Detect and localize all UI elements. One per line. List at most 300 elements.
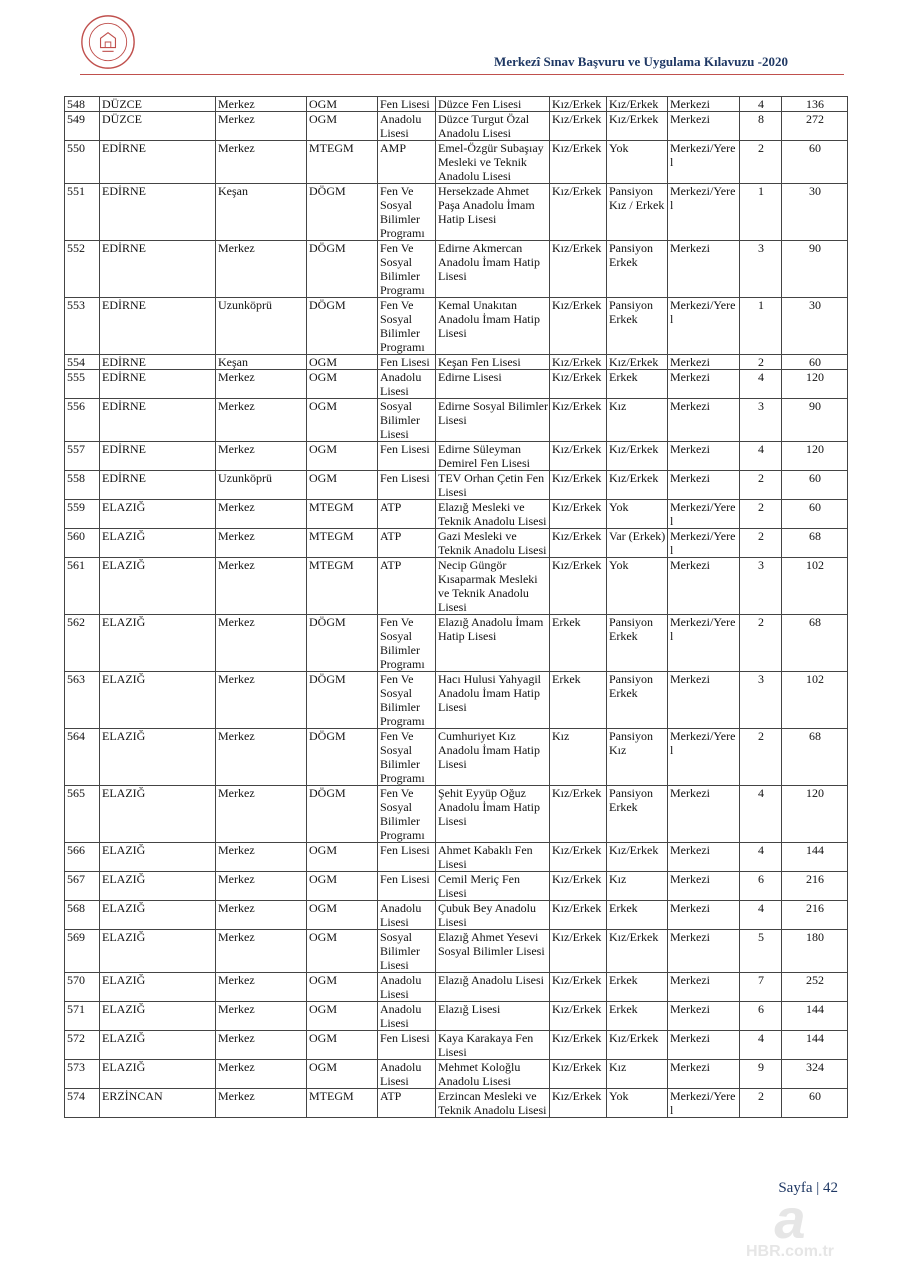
cell-row-number: 555 bbox=[65, 370, 100, 399]
cell-district: Merkez bbox=[216, 442, 307, 471]
cell-row-number: 548 bbox=[65, 97, 100, 112]
cell-school-name: Hersekzade Ahmet Paşa Anadolu İmam Hatip Lisesi bbox=[436, 184, 550, 241]
cell-gender: Kız/Erkek bbox=[550, 442, 607, 471]
cell-quota: 60 bbox=[782, 1089, 848, 1118]
table-row bbox=[65, 1060, 848, 1089]
cell-admission-type: Merkezi/Yerel bbox=[668, 615, 740, 672]
cell-gender: Kız/Erkek bbox=[550, 298, 607, 355]
table-row bbox=[65, 872, 848, 901]
cell-gender: Kız/Erkek bbox=[550, 241, 607, 298]
cell-boarding: Kız/Erkek bbox=[607, 1031, 668, 1060]
cell-district: Merkez bbox=[216, 843, 307, 872]
table-row bbox=[65, 529, 848, 558]
cell-program-type: Anadolu Lisesi bbox=[378, 112, 436, 141]
cell-district: Merkez bbox=[216, 529, 307, 558]
cell-school-name: Edirne Lisesi bbox=[436, 370, 550, 399]
cell-admission-type: Merkezi bbox=[668, 1060, 740, 1089]
cell-province: ELAZIĞ bbox=[100, 558, 216, 615]
cell-row-number: 552 bbox=[65, 241, 100, 298]
cell-boarding: Erkek bbox=[607, 370, 668, 399]
cell-row-number: 573 bbox=[65, 1060, 100, 1089]
cell-boarding: Kız bbox=[607, 872, 668, 901]
table-row bbox=[65, 112, 848, 141]
cell-program-type: ATP bbox=[378, 558, 436, 615]
cell-admission-type: Merkezi bbox=[668, 355, 740, 370]
cell-row-number: 570 bbox=[65, 973, 100, 1002]
cell-unit: MTEGM bbox=[307, 529, 378, 558]
cell-program-type: Fen Lisesi bbox=[378, 97, 436, 112]
cell-program-type: Fen Ve Sosyal Bilimler Programı bbox=[378, 672, 436, 729]
cell-gender: Kız bbox=[550, 729, 607, 786]
cell-gender: Kız/Erkek bbox=[550, 97, 607, 112]
cell-province: ELAZIĞ bbox=[100, 529, 216, 558]
cell-admission-type: Merkezi bbox=[668, 558, 740, 615]
cell-program-type: Fen Ve Sosyal Bilimler Programı bbox=[378, 241, 436, 298]
cell-quota: 136 bbox=[782, 97, 848, 112]
cell-program-type: ATP bbox=[378, 529, 436, 558]
cell-province: ERZİNCAN bbox=[100, 1089, 216, 1118]
cell-boarding: Pansiyon Erkek bbox=[607, 241, 668, 298]
cell-unit: OGM bbox=[307, 471, 378, 500]
header-divider bbox=[80, 74, 844, 75]
cell-unit: DÖGM bbox=[307, 241, 378, 298]
cell-province: ELAZIĞ bbox=[100, 973, 216, 1002]
cell-row-number: 568 bbox=[65, 901, 100, 930]
cell-program-type: Anadolu Lisesi bbox=[378, 973, 436, 1002]
ministry-logo-icon bbox=[80, 14, 136, 70]
table-row bbox=[65, 930, 848, 973]
cell-gender: Kız/Erkek bbox=[550, 786, 607, 843]
cell-admission-type: Merkezi bbox=[668, 672, 740, 729]
cell-district: Merkez bbox=[216, 1031, 307, 1060]
table-row bbox=[65, 97, 848, 112]
cell-district: Merkez bbox=[216, 973, 307, 1002]
cell-row-number: 549 bbox=[65, 112, 100, 141]
cell-unit: DÖGM bbox=[307, 184, 378, 241]
cell-school-name: Erzincan Mesleki ve Teknik Anadolu Lisesi bbox=[436, 1089, 550, 1118]
cell-program-type: Fen Lisesi bbox=[378, 843, 436, 872]
cell-program-type: Fen Ve Sosyal Bilimler Programı bbox=[378, 786, 436, 843]
cell-admission-type: Merkezi/Yerel bbox=[668, 298, 740, 355]
cell-province: ELAZIĞ bbox=[100, 729, 216, 786]
cell-unit: DÖGM bbox=[307, 729, 378, 786]
cell-program-type: ATP bbox=[378, 500, 436, 529]
cell-admission-type: Merkezi bbox=[668, 786, 740, 843]
cell-gender: Kız/Erkek bbox=[550, 370, 607, 399]
cell-quota: 68 bbox=[782, 529, 848, 558]
svg-text:a: a bbox=[774, 1202, 806, 1250]
cell-district: Merkez bbox=[216, 1060, 307, 1089]
cell-quota: 180 bbox=[782, 930, 848, 973]
cell-program-type: Fen Ve Sosyal Bilimler Programı bbox=[378, 729, 436, 786]
cell-row-number: 565 bbox=[65, 786, 100, 843]
cell-program-type: Anadolu Lisesi bbox=[378, 901, 436, 930]
cell-quota: 90 bbox=[782, 399, 848, 442]
cell-row-number: 557 bbox=[65, 442, 100, 471]
cell-boarding: Kız/Erkek bbox=[607, 112, 668, 141]
cell-school-name: Çubuk Bey Anadolu Lisesi bbox=[436, 901, 550, 930]
cell-row-number: 574 bbox=[65, 1089, 100, 1118]
cell-district: Merkez bbox=[216, 615, 307, 672]
cell-province: EDİRNE bbox=[100, 442, 216, 471]
cell-admission-type: Merkezi bbox=[668, 112, 740, 141]
cell-boarding: Yok bbox=[607, 500, 668, 529]
cell-section-count: 2 bbox=[740, 615, 782, 672]
cell-district: Keşan bbox=[216, 355, 307, 370]
cell-unit: OGM bbox=[307, 1031, 378, 1060]
cell-row-number: 572 bbox=[65, 1031, 100, 1060]
cell-quota: 60 bbox=[782, 471, 848, 500]
cell-school-name: Emel-Özgür Subaşıay Mesleki ve Teknik Anadolu Lisesi bbox=[436, 141, 550, 184]
table-row bbox=[65, 399, 848, 442]
cell-province: ELAZIĞ bbox=[100, 500, 216, 529]
cell-unit: OGM bbox=[307, 399, 378, 442]
cell-district: Merkez bbox=[216, 786, 307, 843]
cell-quota: 252 bbox=[782, 973, 848, 1002]
cell-section-count: 2 bbox=[740, 729, 782, 786]
table-row bbox=[65, 1002, 848, 1031]
cell-program-type: Fen Lisesi bbox=[378, 442, 436, 471]
cell-gender: Kız/Erkek bbox=[550, 399, 607, 442]
cell-quota: 102 bbox=[782, 672, 848, 729]
cell-program-type: Anadolu Lisesi bbox=[378, 370, 436, 399]
cell-province: DÜZCE bbox=[100, 97, 216, 112]
page-number: Sayfa | 42 bbox=[778, 1180, 838, 1196]
cell-quota: 216 bbox=[782, 901, 848, 930]
cell-section-count: 2 bbox=[740, 141, 782, 184]
cell-district: Merkez bbox=[216, 141, 307, 184]
cell-school-name: Cemil Meriç Fen Lisesi bbox=[436, 872, 550, 901]
cell-province: EDİRNE bbox=[100, 184, 216, 241]
cell-gender: Kız/Erkek bbox=[550, 558, 607, 615]
cell-section-count: 2 bbox=[740, 355, 782, 370]
cell-section-count: 2 bbox=[740, 471, 782, 500]
cell-school-name: Cumhuriyet Kız Anadolu İmam Hatip Lisesi bbox=[436, 729, 550, 786]
cell-section-count: 7 bbox=[740, 973, 782, 1002]
cell-quota: 60 bbox=[782, 500, 848, 529]
table-row bbox=[65, 355, 848, 370]
cell-province: ELAZIĞ bbox=[100, 843, 216, 872]
cell-section-count: 4 bbox=[740, 786, 782, 843]
cell-province: ELAZIĞ bbox=[100, 786, 216, 843]
cell-unit: DÖGM bbox=[307, 615, 378, 672]
cell-section-count: 6 bbox=[740, 872, 782, 901]
cell-boarding: Kız bbox=[607, 399, 668, 442]
cell-section-count: 1 bbox=[740, 298, 782, 355]
cell-gender: Kız/Erkek bbox=[550, 500, 607, 529]
cell-district: Merkez bbox=[216, 97, 307, 112]
cell-section-count: 4 bbox=[740, 843, 782, 872]
cell-row-number: 566 bbox=[65, 843, 100, 872]
cell-province: EDİRNE bbox=[100, 241, 216, 298]
cell-quota: 144 bbox=[782, 843, 848, 872]
cell-admission-type: Merkezi bbox=[668, 1002, 740, 1031]
hbr-watermark-logo bbox=[698, 1202, 878, 1262]
cell-district: Merkez bbox=[216, 729, 307, 786]
cell-province: EDİRNE bbox=[100, 141, 216, 184]
cell-quota: 60 bbox=[782, 355, 848, 370]
cell-school-name: Şehit Eyyüp Oğuz Anadolu İmam Hatip Lisesi bbox=[436, 786, 550, 843]
cell-row-number: 553 bbox=[65, 298, 100, 355]
cell-section-count: 5 bbox=[740, 930, 782, 973]
cell-section-count: 6 bbox=[740, 1002, 782, 1031]
cell-gender: Erkek bbox=[550, 672, 607, 729]
cell-district: Merkez bbox=[216, 930, 307, 973]
cell-boarding: Pansiyon Kız / Erkek bbox=[607, 184, 668, 241]
cell-province: ELAZIĞ bbox=[100, 901, 216, 930]
cell-district: Merkez bbox=[216, 558, 307, 615]
cell-admission-type: Merkezi/Yerel bbox=[668, 184, 740, 241]
cell-gender: Kız/Erkek bbox=[550, 872, 607, 901]
cell-unit: OGM bbox=[307, 901, 378, 930]
cell-unit: OGM bbox=[307, 370, 378, 399]
cell-row-number: 562 bbox=[65, 615, 100, 672]
table-row bbox=[65, 843, 848, 872]
cell-district: Merkez bbox=[216, 872, 307, 901]
cell-section-count: 2 bbox=[740, 1089, 782, 1118]
cell-program-type: Anadolu Lisesi bbox=[378, 1002, 436, 1031]
cell-district: Merkez bbox=[216, 370, 307, 399]
cell-program-type: Sosyal Bilimler Lisesi bbox=[378, 930, 436, 973]
cell-school-name: Elazığ Ahmet Yesevi Sosyal Bilimler Lisesi bbox=[436, 930, 550, 973]
cell-section-count: 4 bbox=[740, 901, 782, 930]
table-row bbox=[65, 184, 848, 241]
cell-row-number: 554 bbox=[65, 355, 100, 370]
svg-text:HBR.com.tr: HBR.com.tr bbox=[745, 1243, 835, 1260]
cell-school-name: Edirne Süleyman Demirel Fen Lisesi bbox=[436, 442, 550, 471]
cell-program-type: Anadolu Lisesi bbox=[378, 1060, 436, 1089]
cell-program-type: Fen Ve Sosyal Bilimler Programı bbox=[378, 298, 436, 355]
cell-quota: 68 bbox=[782, 615, 848, 672]
cell-admission-type: Merkezi bbox=[668, 901, 740, 930]
cell-district: Merkez bbox=[216, 672, 307, 729]
cell-province: ELAZIĞ bbox=[100, 930, 216, 973]
cell-unit: OGM bbox=[307, 442, 378, 471]
cell-boarding: Pansiyon Erkek bbox=[607, 672, 668, 729]
cell-unit: OGM bbox=[307, 973, 378, 1002]
cell-admission-type: Merkezi/Yerel bbox=[668, 141, 740, 184]
cell-admission-type: Merkezi/Yerel bbox=[668, 729, 740, 786]
cell-section-count: 4 bbox=[740, 442, 782, 471]
cell-row-number: 569 bbox=[65, 930, 100, 973]
cell-program-type: Fen Lisesi bbox=[378, 872, 436, 901]
cell-unit: DÖGM bbox=[307, 786, 378, 843]
cell-province: EDİRNE bbox=[100, 471, 216, 500]
cell-admission-type: Merkezi bbox=[668, 471, 740, 500]
cell-gender: Kız/Erkek bbox=[550, 529, 607, 558]
table-row bbox=[65, 973, 848, 1002]
cell-boarding: Erkek bbox=[607, 901, 668, 930]
cell-boarding: Kız/Erkek bbox=[607, 471, 668, 500]
cell-unit: OGM bbox=[307, 930, 378, 973]
cell-row-number: 556 bbox=[65, 399, 100, 442]
cell-admission-type: Merkezi bbox=[668, 1031, 740, 1060]
cell-quota: 68 bbox=[782, 729, 848, 786]
cell-section-count: 2 bbox=[740, 529, 782, 558]
cell-row-number: 560 bbox=[65, 529, 100, 558]
cell-province: ELAZIĞ bbox=[100, 1031, 216, 1060]
cell-row-number: 558 bbox=[65, 471, 100, 500]
cell-school-name: Elazığ Anadolu Lisesi bbox=[436, 973, 550, 1002]
cell-province: ELAZIĞ bbox=[100, 672, 216, 729]
cell-school-name: Elazığ Mesleki ve Teknik Anadolu Lisesi bbox=[436, 500, 550, 529]
cell-province: ELAZIĞ bbox=[100, 1060, 216, 1089]
table-row bbox=[65, 672, 848, 729]
cell-section-count: 4 bbox=[740, 97, 782, 112]
cell-row-number: 550 bbox=[65, 141, 100, 184]
cell-district: Merkez bbox=[216, 241, 307, 298]
cell-section-count: 3 bbox=[740, 558, 782, 615]
cell-school-name: Düzce Fen Lisesi bbox=[436, 97, 550, 112]
cell-unit: MTEGM bbox=[307, 500, 378, 529]
cell-program-type: AMP bbox=[378, 141, 436, 184]
cell-unit: DÖGM bbox=[307, 298, 378, 355]
cell-unit: OGM bbox=[307, 1002, 378, 1031]
cell-province: EDİRNE bbox=[100, 298, 216, 355]
cell-section-count: 8 bbox=[740, 112, 782, 141]
cell-gender: Kız/Erkek bbox=[550, 901, 607, 930]
cell-gender: Erkek bbox=[550, 615, 607, 672]
cell-row-number: 571 bbox=[65, 1002, 100, 1031]
cell-school-name: TEV Orhan Çetin Fen Lisesi bbox=[436, 471, 550, 500]
cell-boarding: Kız/Erkek bbox=[607, 355, 668, 370]
cell-gender: Kız/Erkek bbox=[550, 1060, 607, 1089]
cell-unit: MTEGM bbox=[307, 1089, 378, 1118]
cell-boarding: Kız/Erkek bbox=[607, 442, 668, 471]
cell-row-number: 567 bbox=[65, 872, 100, 901]
cell-district: Merkez bbox=[216, 901, 307, 930]
cell-quota: 272 bbox=[782, 112, 848, 141]
cell-school-name: Edirne Sosyal Bilimler Lisesi bbox=[436, 399, 550, 442]
cell-district: Merkez bbox=[216, 500, 307, 529]
cell-admission-type: Merkezi bbox=[668, 930, 740, 973]
table-row bbox=[65, 241, 848, 298]
cell-school-name: Düzce Turgut Özal Anadolu Lisesi bbox=[436, 112, 550, 141]
cell-quota: 324 bbox=[782, 1060, 848, 1089]
cell-school-name: Hacı Hulusi Yahyagil Anadolu İmam Hatip Lisesi bbox=[436, 672, 550, 729]
table-row bbox=[65, 729, 848, 786]
cell-quota: 30 bbox=[782, 298, 848, 355]
cell-quota: 60 bbox=[782, 141, 848, 184]
cell-boarding: Pansiyon Erkek bbox=[607, 298, 668, 355]
cell-province: EDİRNE bbox=[100, 399, 216, 442]
table-row bbox=[65, 615, 848, 672]
cell-admission-type: Merkezi/Yerel bbox=[668, 500, 740, 529]
cell-district: Merkez bbox=[216, 1002, 307, 1031]
cell-boarding: Pansiyon Erkek bbox=[607, 786, 668, 843]
cell-boarding: Kız/Erkek bbox=[607, 97, 668, 112]
cell-admission-type: Merkezi bbox=[668, 370, 740, 399]
cell-section-count: 3 bbox=[740, 241, 782, 298]
cell-boarding: Yok bbox=[607, 558, 668, 615]
cell-quota: 144 bbox=[782, 1002, 848, 1031]
cell-boarding: Yok bbox=[607, 141, 668, 184]
cell-province: DÜZCE bbox=[100, 112, 216, 141]
cell-school-name: Elazığ Lisesi bbox=[436, 1002, 550, 1031]
cell-admission-type: Merkezi/Yerel bbox=[668, 1089, 740, 1118]
cell-program-type: Sosyal Bilimler Lisesi bbox=[378, 399, 436, 442]
cell-admission-type: Merkezi bbox=[668, 973, 740, 1002]
cell-section-count: 4 bbox=[740, 370, 782, 399]
table-row bbox=[65, 141, 848, 184]
cell-unit: MTEGM bbox=[307, 558, 378, 615]
cell-gender: Kız/Erkek bbox=[550, 973, 607, 1002]
cell-province: EDİRNE bbox=[100, 355, 216, 370]
cell-row-number: 551 bbox=[65, 184, 100, 241]
cell-section-count: 3 bbox=[740, 399, 782, 442]
cell-boarding: Erkek bbox=[607, 973, 668, 1002]
cell-quota: 216 bbox=[782, 872, 848, 901]
cell-school-name: Mehmet Koloğlu Anadolu Lisesi bbox=[436, 1060, 550, 1089]
cell-quota: 120 bbox=[782, 370, 848, 399]
cell-district: Uzunköprü bbox=[216, 471, 307, 500]
cell-school-name: Edirne Akmercan Anadolu İmam Hatip Lisesi bbox=[436, 241, 550, 298]
cell-boarding: Pansiyon Kız bbox=[607, 729, 668, 786]
table-row bbox=[65, 471, 848, 500]
cell-boarding: Kız/Erkek bbox=[607, 843, 668, 872]
cell-unit: OGM bbox=[307, 1060, 378, 1089]
cell-province: EDİRNE bbox=[100, 370, 216, 399]
cell-gender: Kız/Erkek bbox=[550, 355, 607, 370]
cell-province: ELAZIĞ bbox=[100, 872, 216, 901]
cell-province: ELAZIĞ bbox=[100, 615, 216, 672]
cell-section-count: 1 bbox=[740, 184, 782, 241]
cell-quota: 30 bbox=[782, 184, 848, 241]
cell-school-name: Elazığ Anadolu İmam Hatip Lisesi bbox=[436, 615, 550, 672]
cell-program-type: Fen Lisesi bbox=[378, 355, 436, 370]
cell-section-count: 4 bbox=[740, 1031, 782, 1060]
cell-gender: Kız/Erkek bbox=[550, 184, 607, 241]
cell-district: Merkez bbox=[216, 399, 307, 442]
cell-unit: OGM bbox=[307, 872, 378, 901]
cell-row-number: 564 bbox=[65, 729, 100, 786]
table-row bbox=[65, 786, 848, 843]
cell-gender: Kız/Erkek bbox=[550, 1089, 607, 1118]
cell-admission-type: Merkezi bbox=[668, 442, 740, 471]
cell-row-number: 563 bbox=[65, 672, 100, 729]
cell-section-count: 2 bbox=[740, 500, 782, 529]
cell-boarding: Erkek bbox=[607, 1002, 668, 1031]
cell-district: Uzunköprü bbox=[216, 298, 307, 355]
cell-school-name: Ahmet Kabaklı Fen Lisesi bbox=[436, 843, 550, 872]
cell-school-name: Kaya Karakaya Fen Lisesi bbox=[436, 1031, 550, 1060]
cell-boarding: Var (Erkek) bbox=[607, 529, 668, 558]
cell-quota: 120 bbox=[782, 442, 848, 471]
cell-quota: 120 bbox=[782, 786, 848, 843]
cell-quota: 90 bbox=[782, 241, 848, 298]
cell-unit: MTEGM bbox=[307, 141, 378, 184]
cell-gender: Kız/Erkek bbox=[550, 1031, 607, 1060]
cell-section-count: 9 bbox=[740, 1060, 782, 1089]
cell-unit: OGM bbox=[307, 97, 378, 112]
cell-program-type: ATP bbox=[378, 1089, 436, 1118]
cell-unit: OGM bbox=[307, 355, 378, 370]
table-row bbox=[65, 901, 848, 930]
table-row bbox=[65, 1089, 848, 1118]
cell-boarding: Pansiyon Erkek bbox=[607, 615, 668, 672]
cell-school-name: Gazi Mesleki ve Teknik Anadolu Lisesi bbox=[436, 529, 550, 558]
cell-gender: Kız/Erkek bbox=[550, 930, 607, 973]
cell-boarding: Kız bbox=[607, 1060, 668, 1089]
table-row bbox=[65, 558, 848, 615]
cell-boarding: Yok bbox=[607, 1089, 668, 1118]
cell-unit: DÖGM bbox=[307, 672, 378, 729]
cell-row-number: 559 bbox=[65, 500, 100, 529]
table-row bbox=[65, 370, 848, 399]
table-row bbox=[65, 1031, 848, 1060]
cell-school-name: Keşan Fen Lisesi bbox=[436, 355, 550, 370]
cell-school-name: Kemal Unakıtan Anadolu İmam Hatip Lisesi bbox=[436, 298, 550, 355]
